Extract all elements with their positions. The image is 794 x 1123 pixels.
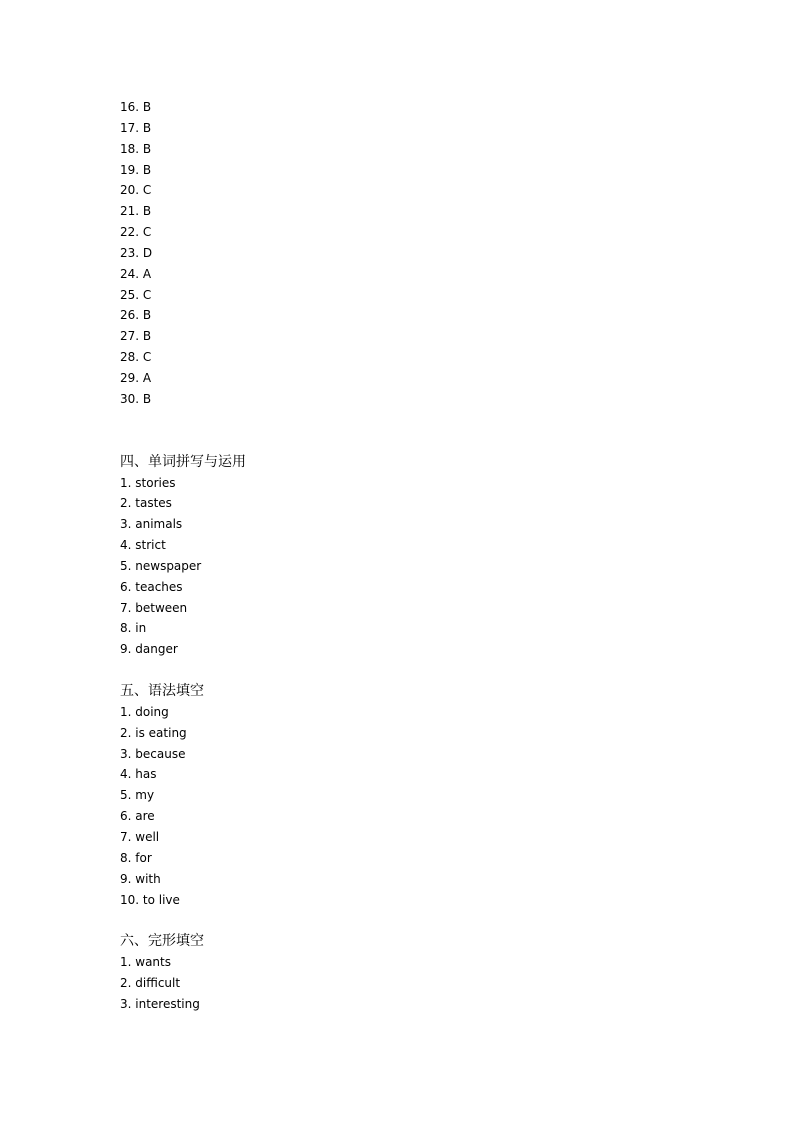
answer-item: 25. C xyxy=(120,287,152,302)
answer-item: 3. animals xyxy=(120,517,183,532)
answer-item: 21. B xyxy=(120,204,152,219)
section-grammar-fill xyxy=(120,681,680,910)
multiple-choice-answers xyxy=(120,97,680,410)
answer-key xyxy=(120,97,680,1015)
answer-item: 2. tastes xyxy=(120,496,172,511)
answer-item: 18. B xyxy=(120,141,152,156)
answer-item: 1. wants xyxy=(120,955,171,970)
section-heading: 五、语法填空 xyxy=(120,683,204,700)
answer-item: 20. C xyxy=(120,183,152,198)
answer-item: 3. because xyxy=(120,746,186,761)
answer-item: 5. my xyxy=(120,788,155,803)
answer-item: 24. A xyxy=(120,266,152,281)
answer-item: 4. strict xyxy=(120,538,166,553)
answer-item: 6. are xyxy=(120,809,155,824)
answer-item: 30. B xyxy=(120,391,152,406)
answer-item: 7. well xyxy=(120,830,160,844)
answer-item: 2. difficult xyxy=(120,976,181,991)
answer-item: 23. D xyxy=(120,245,153,260)
spacer xyxy=(120,660,680,681)
answer-item: 9. danger xyxy=(120,642,178,657)
answer-item: 17. B xyxy=(120,120,152,135)
answer-item: 1. doing xyxy=(120,704,169,719)
answer-item: 2. is eating xyxy=(120,725,187,740)
answer-item: 10. to live xyxy=(120,892,180,907)
spacer xyxy=(120,910,680,931)
answer-item: 1. stories xyxy=(120,475,176,490)
answer-item: 7. between xyxy=(120,600,188,615)
answer-item: 3. interesting xyxy=(120,996,200,1011)
answer-item: 28. C xyxy=(120,350,152,365)
section-word-spelling xyxy=(120,452,680,660)
answer-item: 6. teaches xyxy=(120,579,183,594)
section-heading: 六、完形填空 xyxy=(120,933,204,950)
answer-item: 26. B xyxy=(120,308,152,323)
answer-item: 27. B xyxy=(120,329,152,344)
answer-item: 29. A xyxy=(120,370,152,385)
answer-item: 8. for xyxy=(120,850,152,865)
answer-item: 16. B xyxy=(120,100,152,114)
section-cloze xyxy=(120,931,680,1014)
section-heading: 四、单词拼写与运用 xyxy=(120,453,246,470)
answer-item: 4. has xyxy=(120,767,157,782)
answer-item: 22. C xyxy=(120,225,152,240)
answer-item: 8. in xyxy=(120,621,147,636)
answer-item: 5. newspaper xyxy=(120,558,202,573)
answer-item: 9. with xyxy=(120,871,161,886)
spacer xyxy=(120,410,680,452)
answer-item: 19. B xyxy=(120,162,152,177)
